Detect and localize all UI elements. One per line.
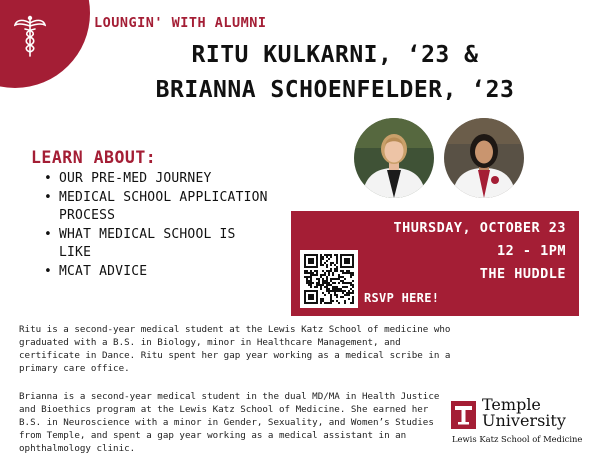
topic-item: • MEDICAL SCHOOL APPLICATION PROCESS xyxy=(42,189,274,226)
temple-university-logo xyxy=(451,397,591,447)
logo-word-temple: Temple xyxy=(482,395,541,414)
caduceus-icon xyxy=(14,14,46,58)
bio-brianna: Brianna is a second-year medical student in the dual MD/MA in Health Justice and Bioethics program at the Lewis Katz School of Medicine. She earned her B.S. in Neuroscience with a minor in Gender, Sexuality, and Women’s Studies from Temple, and spent a gap year working as a medical assistant in an ophthalmology clinic. xyxy=(19,391,440,454)
page-title xyxy=(95,38,575,108)
event-time: 12 - 1PM xyxy=(496,243,566,259)
temple-t-icon xyxy=(451,401,476,429)
title-line-2: BRIANNA SCHOENFELDER, ‘23 xyxy=(155,77,515,103)
alumna-photo-1 xyxy=(354,118,434,198)
topic-item: • MCAT ADVICE xyxy=(42,263,274,282)
rsvp-link[interactable]: RSVP HERE! xyxy=(364,291,440,305)
alumna-photo-2 xyxy=(444,118,524,198)
event-location: THE HUDDLE xyxy=(479,266,566,282)
topic-item: • OUR PRE-MED JOURNEY xyxy=(42,170,274,189)
learn-about-heading: LEARN ABOUT: xyxy=(31,148,157,167)
logo-wordmark xyxy=(482,397,566,429)
rsvp-qr-code[interactable] xyxy=(300,250,358,308)
topics-list xyxy=(42,170,274,281)
event-date: THURSDAY, OCTOBER 23 xyxy=(393,220,566,236)
logo-word-university: University xyxy=(482,411,566,430)
event-series-label: LOUNGIN' WITH ALUMNI xyxy=(94,15,267,31)
topic-item: • WHAT MEDICAL SCHOOL IS LIKE xyxy=(42,226,274,263)
title-line-1: RITU KULKARNI, ‘23 & xyxy=(191,42,479,68)
logo-subtitle: Lewis Katz School of Medicine xyxy=(452,434,583,444)
bio-ritu: Ritu is a second-year medical student at the Lewis Katz School of medicine who graduated with a B.S. in Biology, minor in Healthcare Management, and certificate in Dance. Ritu spent her gap year working as a medical scribe in a primary care office. xyxy=(19,324,451,374)
